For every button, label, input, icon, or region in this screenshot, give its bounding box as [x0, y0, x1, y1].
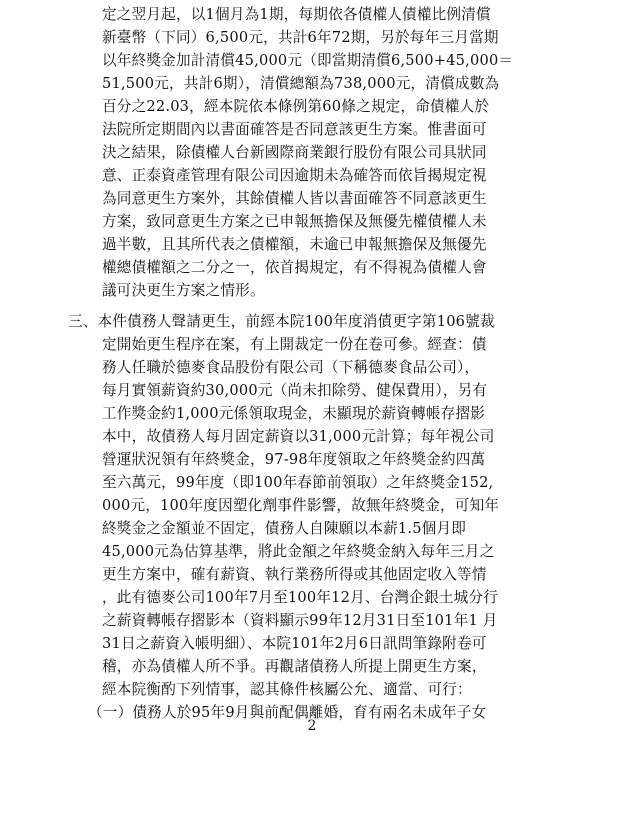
text-line: 終獎金之金額並不固定，債務人自陳願以本薪1.5個月即 [102, 520, 467, 537]
text-line: 以年終獎金加計清償45,000元（即當期清償6,500+45,000＝ [102, 52, 514, 69]
text-line: 000元，100年度因塑化劑事件影響，故無年終獎金，可知年 [102, 497, 500, 514]
text-line: 經本院衡酌下列情事，認其條件核屬公允、適當、可行： [102, 681, 472, 698]
text-line: 本中，故債務人每月固定薪資以31,000元計算；每年視公司 [102, 428, 495, 445]
text-line: ，此有德麥公司100年7月至100年12月、台灣企銀土城分行 [102, 589, 499, 606]
text-line: 31日之薪資入帳明細）、本院101年2月6日訊問筆錄附卷可 [102, 635, 487, 652]
page-number: 2 [307, 718, 317, 734]
subsection-heading-line: （一）債務人於95年9月與前配偶離婚，育有兩名未成年子女 [88, 704, 487, 721]
text-line: 每月實領薪資約30,000元（尚未扣除勞、健保費用），另有 [102, 382, 488, 399]
text-line: 決之結果，除債權人台新國際商業銀行股份有限公司具狀同 [102, 144, 487, 161]
text-line: 45,000元為估算基準，將此金額之年終獎金納入每年三月之 [102, 543, 495, 560]
text-line: 稽，亦為債權人所不爭。再觀諸債務人所提上開更生方案， [102, 658, 487, 675]
text-line: 議可決更生方案之情形。 [102, 282, 265, 299]
text-line: 至六萬元，99年度（即100年春節前領取）之年終獎金152, [102, 474, 494, 491]
text-line: 營運狀況領有年終獎金，97-98年度領取之年終獎金約四萬 [102, 451, 486, 468]
text-line: 意、正泰資產管理有限公司因逾期未為確答而依旨揭規定視 [102, 167, 487, 184]
text-line: 過半數，且其所代表之債權額，未逾已申報無擔保及無優先 [102, 236, 487, 253]
text-line: 工作獎金約1,000元係領取現金，未顯現於薪資轉帳存摺影 [102, 405, 486, 422]
text-line: 方案，致同意更生方案之已申報無擔保及無優先權債權人未 [102, 213, 487, 230]
text-line: 新臺幣（下同）6,500元，共計6年72期，另於每年三月當期 [102, 29, 499, 46]
text-line: 定之翌月起，以1個月為1期，每期依各債權人債權比例清償 [102, 6, 491, 23]
text-line: 百分之22.03，經本院依本條例第60條之規定，命債權人於 [102, 98, 490, 115]
text-line: 定開始更生程序在案，有上開裁定一份在卷可參。經查：債 [102, 336, 487, 353]
text-line: 務人任職於德麥食品股份有限公司（下稱德麥食品公司）， [102, 359, 480, 376]
text-line: 為同意更生方案外，其餘債權人皆以書面確答不同意該更生 [102, 190, 487, 207]
text-line: 權總債權額之二分之一，依首揭規定，有不得視為債權人會 [102, 259, 487, 276]
text-line: 法院所定期間內以書面確答是否同意該更生方案。惟書面可 [102, 121, 487, 138]
text-line: 51,500元，共計6期），清償總額為738,000元，清償成數為 [102, 75, 500, 92]
text-line: 之薪資轉帳存摺影本（資料顯示99年12月31日至101年1 月 [102, 612, 498, 629]
section-heading-line: 三、本件債務人聲請更生，前經本院100年度消債更字第106號裁 [68, 313, 495, 330]
text-line: 更生方案中，確有薪資、執行業務所得或其他固定收入等情 [102, 566, 487, 583]
